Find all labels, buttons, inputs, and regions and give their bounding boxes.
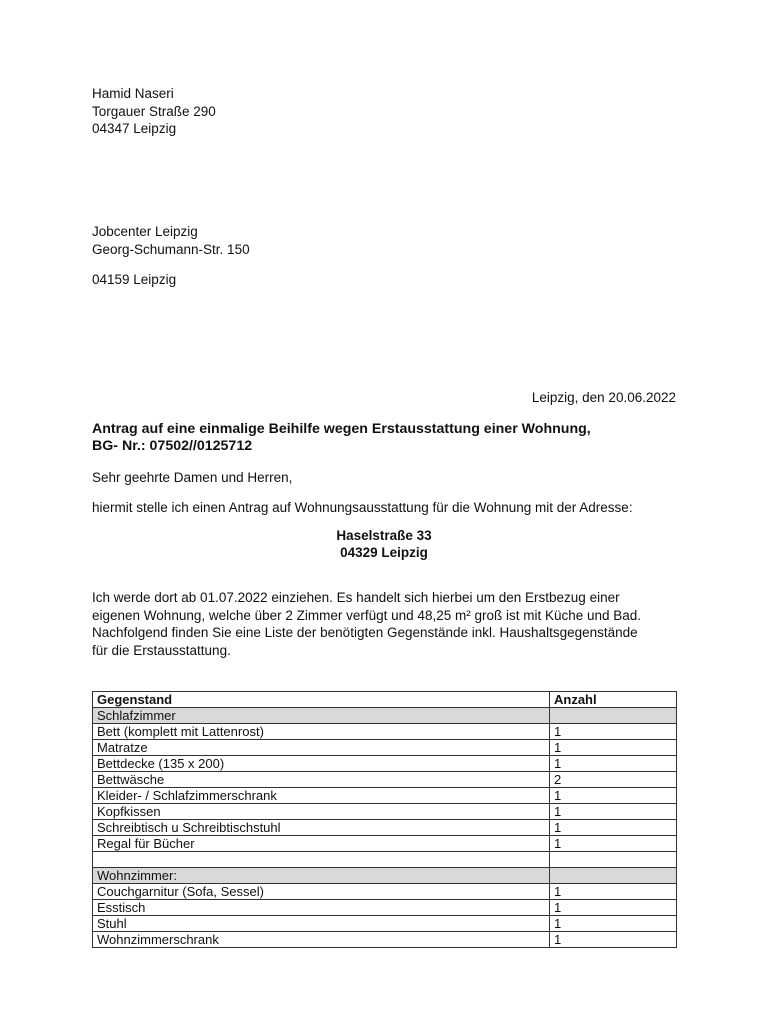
- table-category-row: [93, 708, 677, 724]
- cell-item: Stuhl: [93, 916, 550, 932]
- cell-count: 1: [550, 836, 677, 852]
- cell-item: Kleider- / Schlafzimmerschrank: [93, 788, 550, 804]
- subject-line-1: Antrag auf eine einmalige Beihilfe wegen Erstausstattung einer Wohnung,: [92, 421, 591, 437]
- cell-count: [550, 708, 677, 724]
- recipient-name: Jobcenter Leipzig: [92, 224, 198, 239]
- table-row: [93, 836, 677, 852]
- cell-count: [550, 868, 677, 884]
- cell-item: Wohnzimmerschrank: [93, 932, 550, 948]
- header-count: Anzahl: [550, 692, 677, 708]
- table-row: [93, 820, 677, 836]
- recipient-city: 04159 Leipzig: [92, 272, 177, 287]
- subject-line-2: BG- Nr.: 07502//0125712: [92, 437, 253, 454]
- cell-item: Bett (komplett mit Lattenrost): [93, 724, 550, 740]
- paragraph-line: Ich werde dort ab 01.07.2022 einziehen. Es handelt sich hierbei um den Erstbezug einer: [92, 590, 620, 605]
- cell-item: Kopfkissen: [93, 804, 550, 820]
- table-header-row: [93, 692, 677, 708]
- cell-count: 1: [550, 916, 677, 932]
- paragraph-line: für die Erstausstattung.: [92, 642, 231, 658]
- cell-count: [550, 852, 677, 868]
- table-row: [93, 772, 677, 788]
- sender-street: Torgauer Straße 290: [92, 103, 216, 119]
- cell-count: 1: [550, 900, 677, 916]
- cell-count: 1: [550, 804, 677, 820]
- cell-count: 1: [550, 884, 677, 900]
- table-row: [93, 884, 677, 900]
- cell-count: 1: [550, 724, 677, 740]
- table-row: [93, 756, 677, 772]
- table-row: [93, 788, 677, 804]
- date-line: Leipzig, den 20.06.2022: [531, 390, 676, 405]
- cell-item: Bettwäsche: [93, 772, 550, 788]
- cell-item: Esstisch: [93, 900, 550, 916]
- cell-item: Schlafzimmer: [93, 708, 550, 724]
- sender-name: Hamid Naseri: [92, 86, 174, 101]
- recipient-address: [92, 223, 250, 258]
- cell-item: Schreibtisch u Schreibtischstuhl: [93, 820, 550, 836]
- table-row: [93, 724, 677, 740]
- cell-count: 1: [550, 932, 677, 948]
- table-row: [93, 900, 677, 916]
- cell-item: [93, 852, 550, 868]
- cell-count: 1: [550, 820, 677, 836]
- cell-item: Wohnzimmer:: [93, 868, 550, 884]
- table-category-row: [93, 868, 677, 884]
- header-item: Gegenstand: [93, 692, 550, 708]
- apartment-address: [92, 528, 676, 561]
- items-table: [92, 691, 677, 948]
- paragraph-line: Nachfolgend finden Sie eine Liste der benötigten Gegenstände inkl. Haushaltsgegenstände: [92, 625, 638, 640]
- cell-item: Matratze: [93, 740, 550, 756]
- intro-text: hiermit stelle ich einen Antrag auf Wohnungsausstattung für die Wohnung mit der Adresse:: [92, 500, 633, 515]
- table-row: [93, 932, 677, 948]
- sender-address: [92, 85, 216, 138]
- paragraph-line: eigenen Wohnung, welche über 2 Zimmer verfügt und 48,25 m² groß ist mit Küche und Bad.: [92, 607, 642, 623]
- cell-count: 1: [550, 740, 677, 756]
- sender-city: 04347 Leipzig: [92, 121, 177, 136]
- apartment-street: Haselstraße 33: [336, 528, 432, 543]
- table-row: [93, 740, 677, 756]
- cell-item: Couchgarnitur (Sofa, Sessel): [93, 884, 550, 900]
- apartment-city: 04329 Leipzig: [340, 544, 428, 560]
- cell-count: 1: [550, 788, 677, 804]
- cell-item: Bettdecke (135 x 200): [93, 756, 550, 772]
- table-row: [93, 916, 677, 932]
- recipient-city-block: [92, 271, 176, 289]
- table-body: [93, 708, 677, 948]
- cell-count: 1: [550, 756, 677, 772]
- body-paragraph: [92, 589, 641, 659]
- subject: [92, 421, 591, 454]
- table-row: [93, 804, 677, 820]
- table-row: [93, 852, 677, 868]
- recipient-street: Georg-Schumann-Str. 150: [92, 241, 250, 257]
- salutation: Sehr geehrte Damen und Herren,: [92, 470, 293, 485]
- cell-item: Regal für Bücher: [93, 836, 550, 852]
- cell-count: 2: [550, 772, 677, 788]
